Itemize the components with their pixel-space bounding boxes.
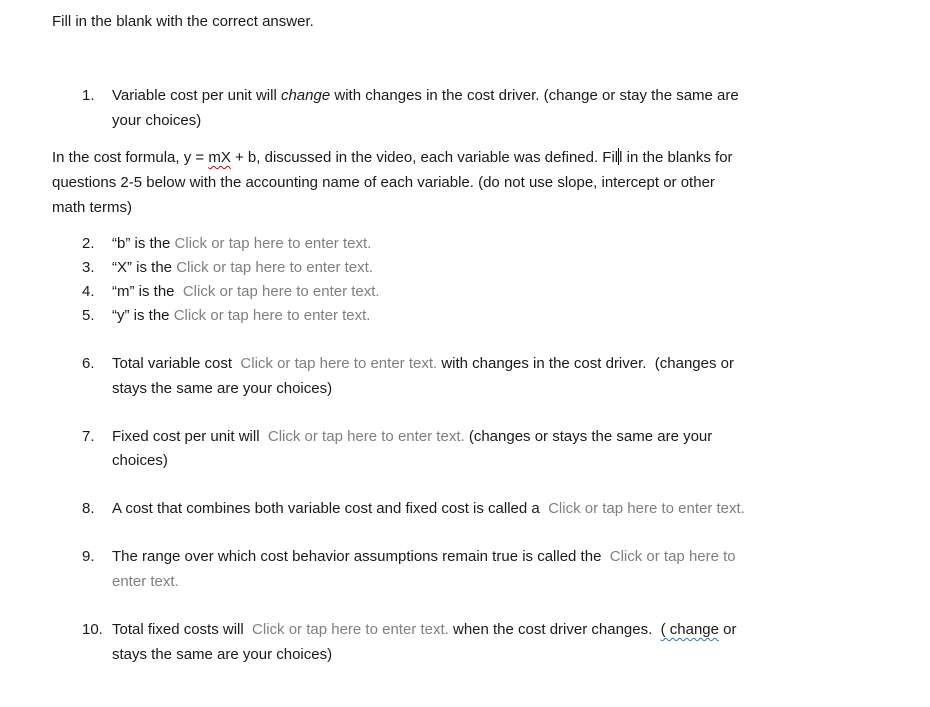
question-10-text-line2: stays the same are your choices) bbox=[112, 646, 333, 663]
question-number-2: 2. bbox=[82, 235, 95, 252]
answer-field-7[interactable]: Click or tap here to enter text. bbox=[267, 428, 465, 445]
intro-line-2: questions 2-5 below with the accounting name of each variable. (do not use slope, intercept or other bbox=[52, 174, 715, 191]
answer-field-2[interactable]: Click or tap here to enter text. bbox=[174, 235, 372, 252]
emphasis-change: change bbox=[280, 87, 331, 104]
question-7-text-line2: choices) bbox=[112, 452, 168, 469]
question-2-text: “b” is the Click or tap here to enter text. bbox=[112, 235, 372, 252]
instruction-text: Fill in the blank with the correct answer. bbox=[52, 13, 314, 30]
answer-field-6[interactable]: Click or tap here to enter text. bbox=[240, 355, 438, 372]
question-9-text-line2 bbox=[112, 572, 179, 592]
question-number-5: 5. bbox=[82, 307, 95, 324]
question-7-text: Fixed cost per unit will Click or tap here to enter text. (changes or stays the same are your bbox=[112, 428, 713, 445]
question-number-7: 7. bbox=[82, 428, 95, 445]
question-number-6: 6. bbox=[82, 355, 95, 372]
question-3-text: “X” is the Click or tap here to enter text. bbox=[112, 259, 373, 276]
answer-field-9-cont[interactable]: enter text. bbox=[112, 573, 179, 590]
question-1-text-line2: your choices) bbox=[112, 112, 202, 129]
question-6-text: Total variable cost Click or tap here to enter text. with changes in the cost driver. (changes or bbox=[112, 355, 734, 372]
question-5-text: “y” is the Click or tap here to enter text. bbox=[112, 307, 371, 324]
answer-field-3[interactable]: Click or tap here to enter text. bbox=[176, 259, 373, 276]
question-number-4: 4. bbox=[82, 283, 95, 300]
answer-field-9[interactable]: Click or tap here to bbox=[609, 548, 736, 565]
answer-field-8[interactable]: Click or tap here to enter text. bbox=[548, 500, 745, 517]
spellcheck-mx: mX bbox=[208, 149, 231, 166]
grammar-check-change: ( change bbox=[660, 621, 719, 638]
question-6-text-line2: stays the same are your choices) bbox=[112, 380, 333, 397]
question-9-text: The range over which cost behavior assumptions remain true is called the Click or tap here to bbox=[112, 548, 736, 565]
answer-field-5[interactable]: Click or tap here to enter text. bbox=[173, 307, 371, 324]
answer-field-10[interactable]: Click or tap here to enter text. bbox=[252, 621, 449, 638]
intro-line-1: In the cost formula, y = mX + b, discussed in the video, each variable was defined. Fill in the blanks for bbox=[52, 149, 733, 166]
question-8-text: A cost that combines both variable cost and fixed cost is called a Click or tap here to enter text. bbox=[112, 500, 745, 517]
question-number-10: 10. bbox=[82, 621, 103, 638]
intro-line-3: math terms) bbox=[52, 199, 133, 216]
question-10-text: Total fixed costs will Click or tap here to enter text. when the cost driver changes. ( change or bbox=[112, 621, 737, 638]
question-number-9: 9. bbox=[82, 548, 95, 565]
question-1-text: Variable cost per unit will change with changes in the cost driver. (change or stay the same are bbox=[112, 87, 739, 104]
question-number-3: 3. bbox=[82, 259, 95, 276]
question-4-text: “m” is the Click or tap here to enter text. bbox=[112, 283, 380, 300]
question-number-1: 1. bbox=[82, 87, 95, 104]
question-number-8: 8. bbox=[82, 500, 95, 517]
answer-field-4[interactable]: Click or tap here to enter text. bbox=[182, 283, 380, 300]
